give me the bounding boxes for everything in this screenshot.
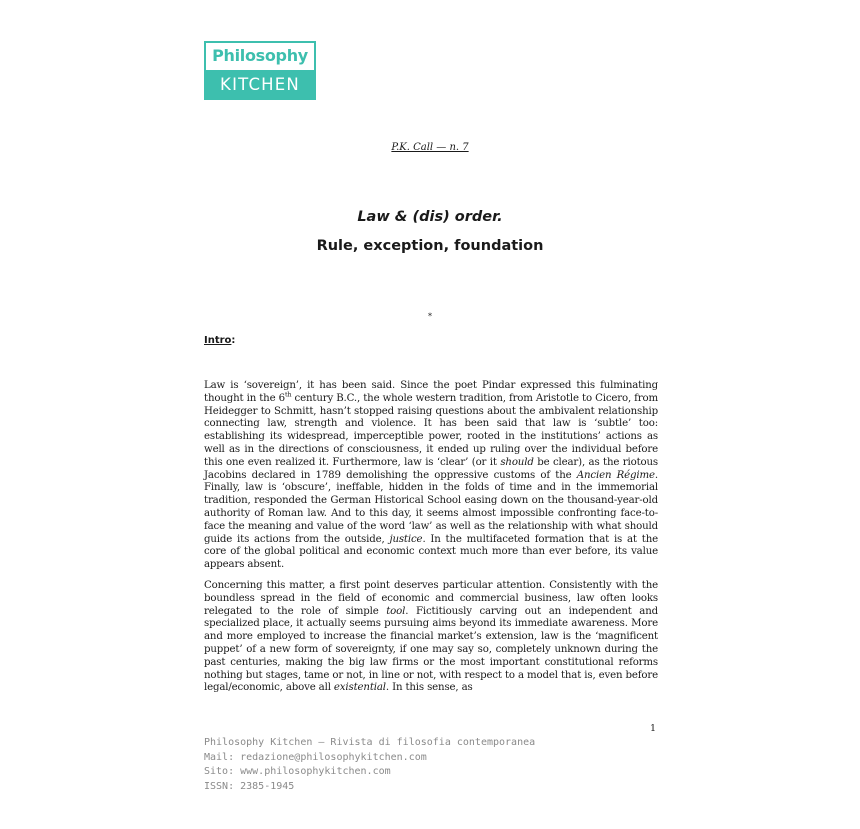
text-run: Concerning this matter, a first point deserves particular attention. Consistently with the boundless spread in the field of economic and commercial business, law often looks relegated to the role of simple — [204, 579, 658, 617]
paragraph-1 — [204, 380, 658, 572]
call-reference: P.K. Call — n. 7 — [391, 142, 469, 153]
text-run: . In this sense, as — [385, 682, 473, 694]
body-text — [204, 380, 658, 703]
text-run: be clear), as the riotous Jacobins declared in 1789 demolishing the oppressive customs of the — [204, 456, 658, 481]
logo-bottom-text: KITCHEN — [204, 70, 316, 100]
italic-run: tool — [386, 605, 406, 617]
text-run: century B.C., the whole western tradition, from Aristotle to Cicero, from Heidegger to Schmitt, hasn’t stopped raising questions about the ambivalent relationship connecting law, strength and violence. It has been said that law is ‘subtle’ too: establishing its widespread, imperceptible power, rooted in the institutions’ actions as well as in the directions of consciousness, it ended up ruling over the individual before this one even realized it. Furthermore, law is ‘clear’ (or it — [204, 392, 659, 468]
intro-heading-text: Intro — [204, 335, 232, 346]
italic-run: existential — [333, 682, 386, 694]
italic-run: justice — [389, 533, 423, 545]
text-run: . Finally, law is ‘obscure’, ineffable, hidden in the folds of time and in the immemorial tradition, responded the German Historical School easing down on the thousand-year-old authority of Roman law. And to this day, it seems almost impossible confronting face-to-face the meaning and value of the word ‘law’ as well as the relationship with what should guide its actions from the outside, — [204, 469, 659, 545]
page-number: 1 — [650, 723, 657, 734]
paragraph-2 — [204, 580, 658, 695]
document-subtitle: Rule, exception, foundation — [316, 238, 544, 254]
italic-run: should — [500, 456, 534, 468]
philosophy-kitchen-logo — [204, 41, 316, 100]
intro-heading: Intro: — [204, 335, 236, 346]
text-run: Law is ‘sovereign’, it has been said. Since the poet Pindar expressed this fulminating thought in the 6 — [204, 380, 658, 404]
footer — [204, 736, 535, 794]
document-title: Law & (dis) order. — [357, 209, 503, 225]
footer-issn: ISSN: 2385-1945 — [204, 780, 295, 792]
text-run: . Fictitiously carving out an independent and specialized place, it actually seems pursuing aims beyond its immediate awareness. More and more employed to increase the financial market’s extension, law is the ‘magnificent puppet’ of a new form of sovereignty, if one may say so, completely unknown during the past centuries, making the big law firms or the most important constitutional reforms nothing but stages, tame or not, in line or not, with respect to a model that is, even before legal/economic, above all — [204, 605, 658, 694]
logo-top-text: Philosophy — [204, 41, 316, 70]
italic-run: Ancien Régime — [576, 469, 655, 481]
superscript: th — [284, 390, 292, 399]
footer-mail: Mail: redazione@philosophykitchen.com — [204, 751, 427, 763]
text-run: . In the multifaceted formation that is at the core of the global political and economic context much more than ever before, its value appears absent. — [204, 533, 658, 571]
footer-journal: Philosophy Kitchen — Rivista di filosofia contemporanea — [204, 737, 536, 748]
footer-site: Sito: www.philosophykitchen.com — [204, 766, 391, 777]
section-separator: * — [428, 312, 432, 321]
